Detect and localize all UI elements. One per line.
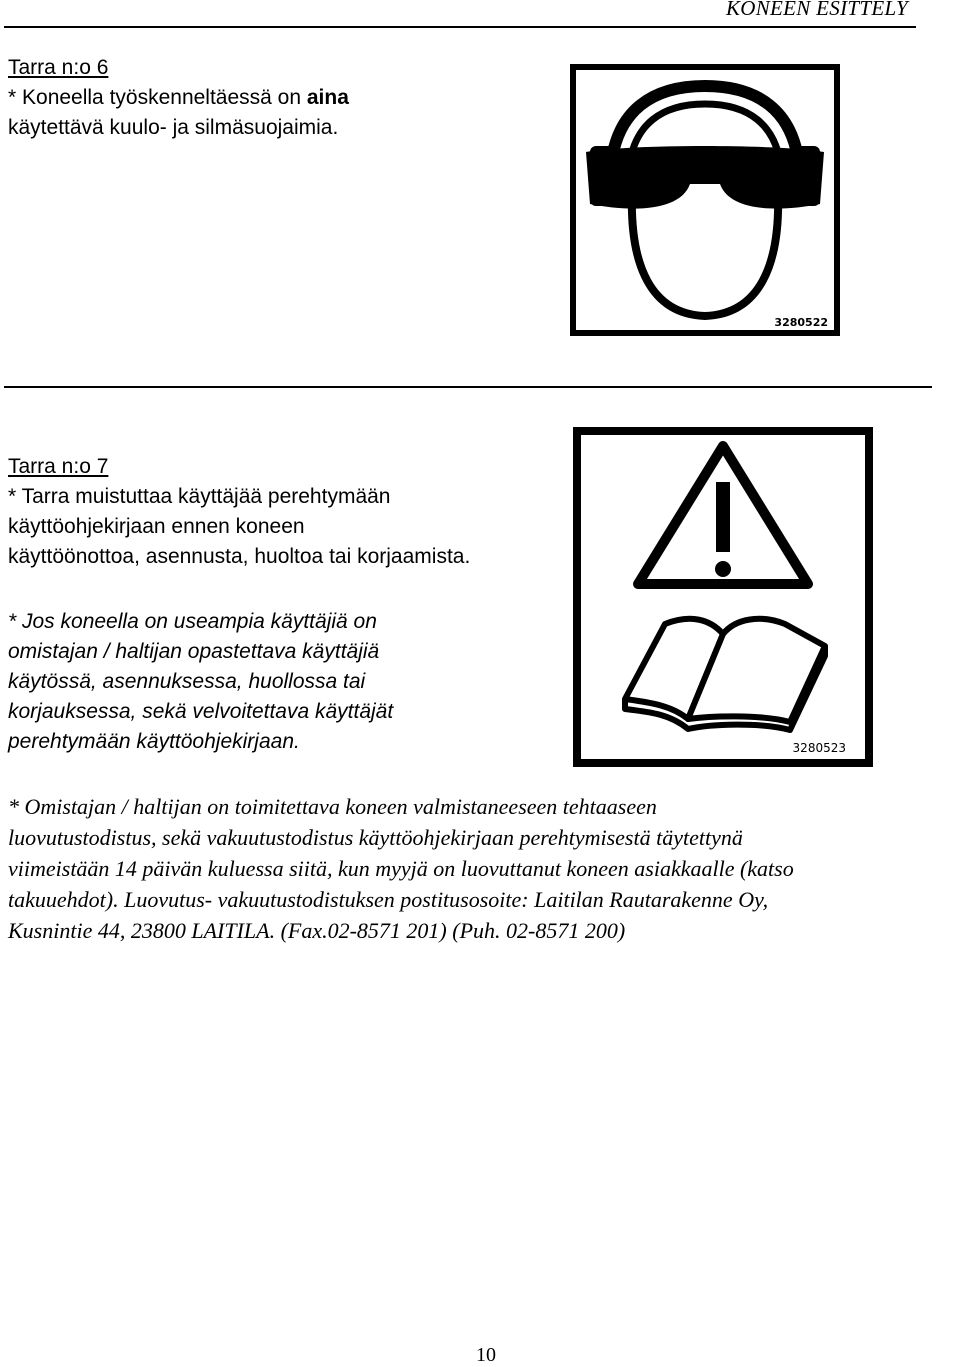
sticker7-note-line: käytössä, asennuksessa, huollossa tai [8, 670, 366, 693]
owner-note-line: * Omistajan / haltijan on toimitettava koneen valmistaneeseen tehtaaseen [8, 794, 657, 819]
sticker7-title: Tarra n:o 7 [8, 455, 109, 478]
sticker7-note-line: * Jos koneella on useampia käyttäjiä on [8, 610, 377, 633]
warning-read-manual-icon [570, 424, 876, 770]
page-number: 10 [476, 1344, 496, 1366]
header-rule [4, 26, 916, 28]
owner-note-line: takuuehdot). Luovutus- vakuutustodistuksen postitusosoite: Laitilan Rautarakenne Oy, [8, 887, 769, 912]
owner-note-line: viimeistään 14 päivän kuluessa siitä, kun myyjä on luovuttanut koneen asiakkaalle (katso [8, 856, 794, 881]
sticker6-line1-text: * Koneella työskenneltäessä on [8, 86, 307, 109]
sticker6-line1 [8, 83, 349, 113]
sticker6-code: 3280522 [774, 316, 828, 329]
owner-note-line: Kusnintie 44, 23800 LAITILA. (Fax.02-8571 201) (Puh. 02-8571 200) [8, 918, 626, 943]
sticker6-title: Tarra n:o 6 [8, 56, 109, 79]
sticker7-code: 3280523 [792, 741, 846, 755]
sticker6-line2: käytettävä kuulo- ja silmäsuojaimia. [8, 116, 339, 139]
sticker6-line1-bold: aina [306, 86, 349, 109]
sticker7-note-line: perehtymään käyttöohjekirjaan. [8, 730, 300, 753]
sticker7-note [8, 607, 393, 757]
sticker7-line: käyttöönottoa, asennusta, huoltoa tai korjaamista. [8, 545, 471, 568]
ear-and-eye-protection-icon [570, 64, 840, 336]
owner-note-line: luovutustodistus, sekä vakuutustodistus käyttöohjekirjaan perehtymisestä täytettynä [8, 825, 743, 850]
sticker7-line: käyttöohjekirjaan ennen koneen [8, 515, 305, 538]
sticker7-note-line: omistajan / haltijan opastettava käyttäjiä [8, 640, 380, 663]
sticker7-note-line: korjauksessa, sekä velvoitettava käyttäjät [8, 700, 394, 723]
sticker7-section [8, 452, 470, 572]
sticker6-section [8, 53, 349, 143]
sticker7-line: * Tarra muistuttaa käyttäjää perehtymään [8, 485, 391, 508]
page-header: KONEEN ESITTELY [725, 0, 908, 20]
section-divider [4, 386, 932, 388]
owner-note [8, 791, 794, 946]
